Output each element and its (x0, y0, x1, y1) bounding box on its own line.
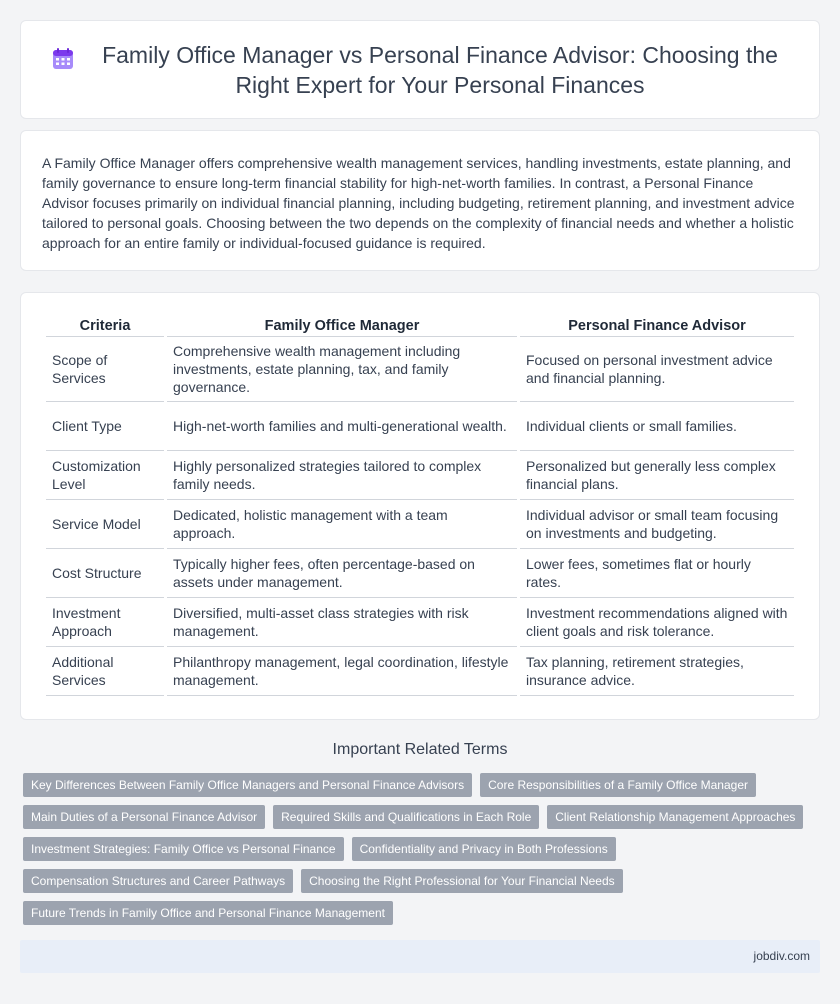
table-row (46, 500, 794, 549)
table-row (46, 549, 794, 598)
header-personal-finance-advisor: Personal Finance Advisor (520, 313, 794, 337)
criteria-cell: Additional Services (46, 647, 164, 696)
related-term-link[interactable]: Future Trends in Family Office and Personal Finance Management (23, 901, 393, 925)
family-office-cell: Dedicated, holistic management with a team approach. (167, 500, 517, 549)
table-row (46, 402, 794, 451)
criteria-cell: Investment Approach (46, 598, 164, 647)
comparison-table (43, 313, 797, 696)
related-terms-heading: Important Related Terms (332, 741, 508, 758)
intro-card (20, 130, 820, 271)
header-card (20, 20, 820, 119)
related-term-link[interactable]: Investment Strategies: Family Office vs Personal Finance (23, 837, 344, 861)
related-term-link[interactable]: Key Differences Between Family Office Managers and Personal Finance Advisors (23, 773, 472, 797)
footer-site-link[interactable]: jobdiv.com (753, 949, 810, 963)
criteria-cell: Cost Structure (46, 549, 164, 598)
finance-advisor-cell: Investment recommendations aligned with client goals and risk tolerance. (520, 598, 794, 647)
footer (20, 940, 820, 973)
related-terms-list (23, 773, 823, 925)
related-term-link[interactable]: Confidentiality and Privacy in Both Professions (352, 837, 616, 861)
header-criteria: Criteria (46, 313, 164, 337)
table-row (46, 647, 794, 696)
table-header-row (46, 313, 794, 337)
family-office-cell: Philanthropy management, legal coordination, lifestyle management. (167, 647, 517, 696)
finance-advisor-cell: Focused on personal investment advice and financial planning. (520, 337, 794, 402)
table-row (46, 598, 794, 647)
intro-paragraph: A Family Office Manager offers comprehensive wealth management services, handling investments, estate planning, and family governance to ensure long-term financial stability for high-net-worth families. In contrast, a Personal Finance Advisor focuses primarily on individual financial planning, including budgeting, retirement planning, and investment advice tailored to personal goals. Choosing between the two depends on the complexity of financial needs and whether a holistic approach for an entire family or individual-focused guidance is required. (42, 155, 795, 251)
finance-advisor-cell: Individual advisor or small team focusing on investments and budgeting. (520, 500, 794, 549)
family-office-cell: Highly personalized strategies tailored to complex family needs. (167, 451, 517, 500)
finance-advisor-cell: Individual clients or small families. (520, 402, 794, 451)
related-term-link[interactable]: Client Relationship Management Approaches (547, 805, 803, 829)
family-office-cell: High-net-worth families and multi-generational wealth. (167, 402, 517, 451)
related-term-link[interactable]: Required Skills and Qualifications in Each Role (273, 805, 539, 829)
family-office-cell: Diversified, multi-asset class strategies with risk management. (167, 598, 517, 647)
table-row (46, 451, 794, 500)
criteria-cell: Service Model (46, 500, 164, 549)
family-office-cell: Comprehensive wealth management including investments, estate planning, tax, and family governance. (167, 337, 517, 402)
page-title: Family Office Manager vs Personal Finance Advisor: Choosing the Right Expert for Your Personal Finances (102, 41, 778, 98)
criteria-cell: Scope of Services (46, 337, 164, 402)
criteria-cell: Client Type (46, 402, 164, 451)
table-row (46, 337, 794, 402)
related-term-link[interactable]: Compensation Structures and Career Pathways (23, 869, 293, 893)
finance-advisor-cell: Personalized but generally less complex financial plans. (520, 451, 794, 500)
header-family-office-manager: Family Office Manager (167, 313, 517, 337)
comparison-card (20, 292, 820, 720)
finance-advisor-cell: Tax planning, retirement strategies, insurance advice. (520, 647, 794, 696)
related-term-link[interactable]: Main Duties of a Personal Finance Advisor (23, 805, 265, 829)
related-term-link[interactable]: Choosing the Right Professional for Your Financial Needs (301, 869, 623, 893)
related-term-link[interactable]: Core Responsibilities of a Family Office Manager (480, 773, 756, 797)
family-office-cell: Typically higher fees, often percentage-based on assets under management. (167, 549, 517, 598)
finance-advisor-cell: Lower fees, sometimes flat or hourly rates. (520, 549, 794, 598)
criteria-cell: Customization Level (46, 451, 164, 500)
